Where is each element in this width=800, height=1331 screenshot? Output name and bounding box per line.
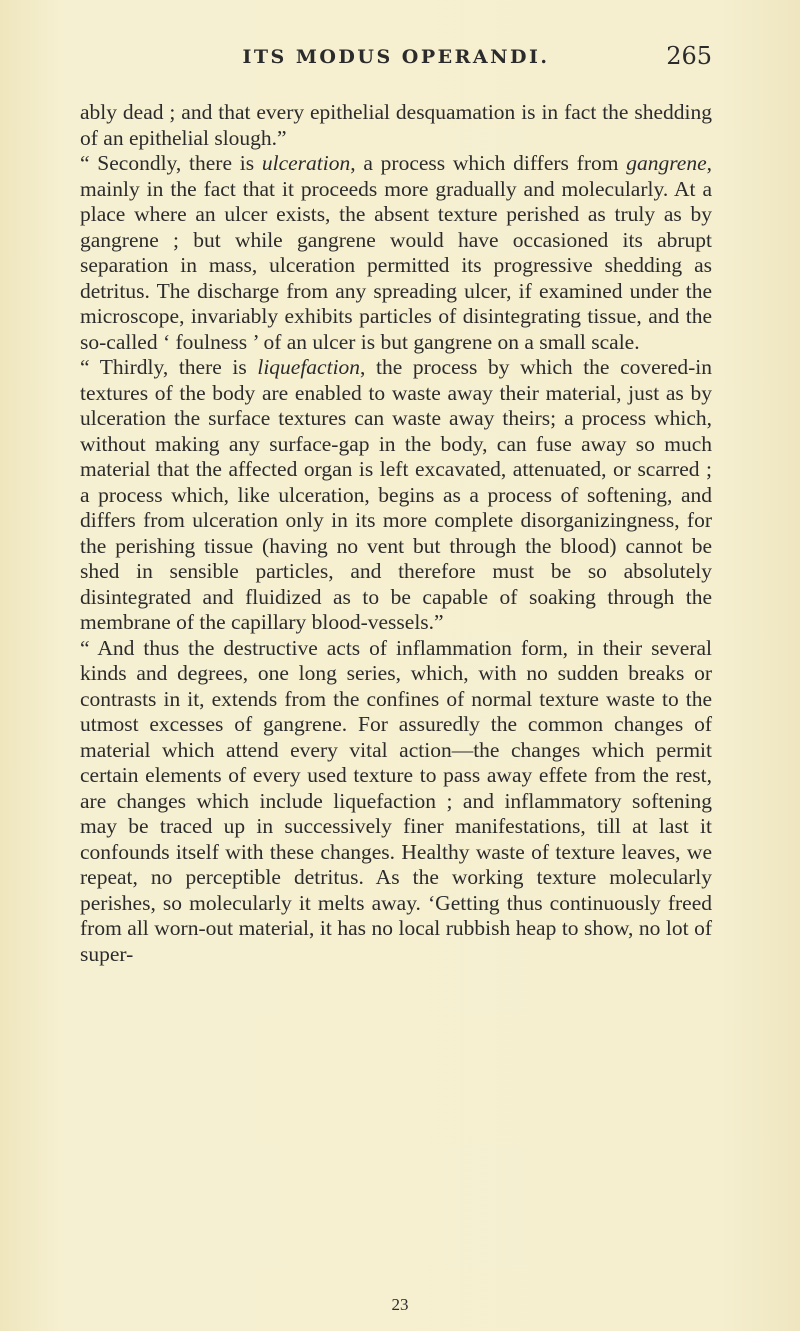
text-run: , a process which differs from: [350, 151, 627, 175]
running-head: ITS MODUS OPERANDI.: [242, 46, 550, 68]
signature-mark: 23: [391, 1295, 409, 1314]
text-run: ably dead ; and that every epithelial desquamation is in fact the shedding of an epithelial slough.”: [80, 100, 712, 150]
paragraph: [80, 100, 712, 151]
page-number: 265: [666, 42, 712, 70]
text-run: “ Secondly, there is: [80, 151, 262, 175]
italic-term: liquefaction: [257, 355, 361, 379]
body-text: [80, 100, 712, 967]
italic-term: ulceration: [261, 151, 351, 175]
text-run: “ Thirdly, there is: [80, 355, 258, 379]
text-run: , mainly in the fact that it proceeds more gradually and molecularly. At a place where an ulcer exists, the absent texture perished as truly as by gangrene ; but while gangrene would have occasioned its abrupt separation in mass, ulceration permitted its progressive shedding as detritus. The discharge from any spreading ulcer, if examined under the microscope, invariably exhibits particles of disintegrating tissue, and the so-called ‘ foulness ’ of an ulcer is but gangrene on a small scale.: [80, 151, 712, 354]
paragraph: [80, 151, 712, 355]
paragraph: [80, 355, 712, 636]
text-run: , the process by which the covered-in textures of the body are enabled to waste away their material, just as by ulceration the surface textures can waste away theirs; a process which, without making any surface-gap in the body, can fuse away so much material that the affected organ is left excavated, attenuated, or scarred ; a process which, like ulceration, begins as a process of softening, and differs from ulceration only in its more complete disorganizingness, for the perishing tissue (having no vent but through the blood) cannot be shed in sensible particles, and therefore must be so absolutely disintegrated and fluidized as to be capable of soaking through the membrane of the capillary blood-vessels.”: [80, 355, 712, 634]
paragraph: [80, 636, 712, 968]
page-header: [80, 42, 712, 78]
text-run: “ And thus the destructive acts of inflammation form, in their several kinds and degrees, one long series, which, with no sudden breaks or contrasts in it, extends from the confines of normal texture waste to the utmost excesses of gangrene. For assuredly the common changes of material which attend every vital action—the changes which permit certain elements of every used texture to pass away effete from the rest, are changes which include liquefaction ; and inflammatory softening may be traced up in successively finer manifestations, till at last it confounds itself with these changes. Healthy waste of texture leaves, we repeat, no perceptible detritus. As the working texture molecularly perishes, so molecularly it melts away. ‘Getting thus continuously freed from all worn-out material, it has no local rubbish heap to show, no lot of super-: [80, 635, 712, 966]
italic-term: gangrene: [626, 151, 707, 175]
